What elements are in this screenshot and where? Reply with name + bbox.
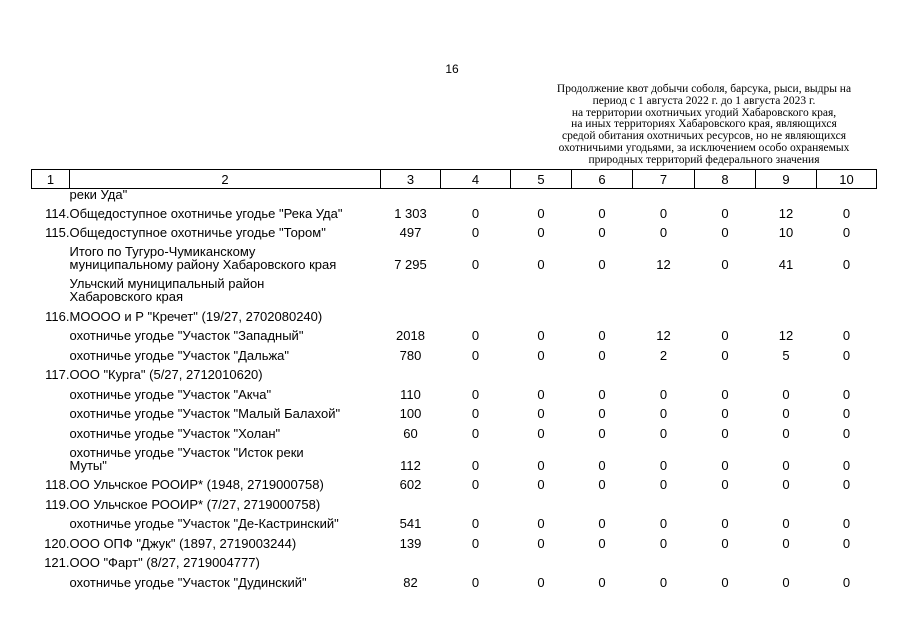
row-number: 118. (45, 477, 70, 492)
row-name: охотничье угодье "Участок "Холан" (69, 425, 281, 441)
row-name: охотничье угодье "Участок "Западный" (69, 328, 304, 343)
row-value: 0 (842, 328, 851, 343)
table-row (32, 323, 877, 343)
row-value: 0 (721, 205, 729, 221)
row-value: 0 (598, 406, 606, 421)
row-value: 0 (598, 347, 606, 363)
row-value: 0 (721, 516, 729, 531)
row-value (633, 303, 695, 323)
continued-text: реки Уда" (69, 187, 128, 202)
row-value (441, 271, 511, 303)
row-value: 0 (782, 477, 790, 492)
row-value (633, 271, 695, 303)
row-value: 0 (721, 328, 729, 343)
row-area: 60 (403, 425, 418, 441)
row-value (817, 303, 877, 323)
row-area: 139 (399, 535, 422, 551)
row-name: МОООО и Р "Кречет" (19/27, 2702080240) (69, 308, 323, 324)
row-value: 0 (782, 457, 790, 473)
table-row (32, 271, 877, 303)
row-value: 0 (659, 535, 668, 551)
row-value: 0 (721, 257, 729, 272)
table-row (32, 303, 877, 323)
row-value: 0 (721, 406, 729, 421)
row-value (572, 362, 633, 382)
column-header: 5 (511, 170, 572, 189)
row-value: 0 (471, 457, 480, 473)
row-value: 0 (471, 225, 480, 240)
row-value: 12 (778, 205, 794, 221)
row-value: 0 (537, 347, 545, 363)
table-row (32, 511, 877, 531)
row-value: 0 (721, 574, 729, 590)
row-value: 10 (778, 225, 794, 240)
row-value (572, 271, 633, 303)
row-value: 0 (598, 574, 606, 590)
row-value: 0 (782, 425, 790, 441)
row-value: 0 (598, 477, 606, 492)
row-value: 0 (842, 386, 851, 402)
row-value (756, 362, 817, 382)
row-value: 0 (537, 516, 545, 531)
row-value (511, 362, 572, 382)
row-value: 0 (537, 535, 545, 551)
table-header-row (32, 170, 877, 189)
table-row (32, 569, 877, 589)
continued-row (32, 189, 877, 201)
row-value: 0 (842, 516, 851, 531)
table-row (32, 342, 877, 362)
row-value (511, 303, 572, 323)
row-value (695, 271, 756, 303)
row-value: 0 (471, 477, 480, 492)
quota-table (31, 169, 877, 589)
row-number: 114. (45, 205, 70, 221)
row-name: охотничье угодье "Участок "Дальжа" (69, 347, 290, 363)
row-value (633, 491, 695, 511)
row-value (817, 362, 877, 382)
row-name: охотничье угодье "Участок "Исток реки Муты" (69, 444, 304, 473)
row-value: 0 (721, 386, 729, 402)
row-value: 0 (537, 574, 545, 590)
row-value: 0 (471, 205, 480, 221)
row-value: 0 (537, 328, 545, 343)
row-area: 780 (399, 347, 422, 363)
row-value: 0 (659, 386, 668, 402)
row-value: 0 (842, 257, 851, 272)
row-value: 0 (659, 477, 668, 492)
row-value: 0 (471, 386, 480, 402)
row-value: 0 (471, 257, 480, 272)
row-value: 0 (537, 457, 545, 473)
column-header: 9 (756, 170, 817, 189)
row-number (32, 420, 70, 440)
row-value (572, 550, 633, 570)
table-row (32, 362, 877, 382)
row-value: 0 (721, 535, 729, 551)
row-name: ООО "Курга" (5/27, 2712010620) (69, 367, 263, 382)
row-value: 0 (537, 386, 545, 402)
row-value: 0 (842, 535, 851, 551)
row-value (695, 362, 756, 382)
row-value: 0 (537, 257, 545, 272)
column-header: 3 (381, 170, 441, 189)
row-value: 0 (842, 406, 851, 421)
row-area: 110 (400, 386, 421, 402)
column-header: 6 (572, 170, 633, 189)
row-value: 0 (537, 406, 545, 421)
row-value: 0 (721, 347, 729, 363)
row-number (32, 401, 70, 421)
row-value (633, 550, 695, 570)
row-value: 0 (598, 225, 606, 240)
row-name: ОО Ульчское РООИР* (1948, 2719000758) (69, 477, 324, 492)
row-name: охотничье угодье "Участок "Малый Балахой" (69, 406, 341, 421)
row-number: 115. (45, 225, 70, 240)
column-header: 2 (70, 170, 381, 189)
row-number (32, 381, 70, 401)
row-value: 0 (471, 574, 480, 590)
table-row (32, 401, 877, 421)
row-number (32, 511, 70, 531)
row-value: 0 (598, 257, 606, 272)
row-value: 0 (721, 225, 729, 240)
row-value: 0 (471, 328, 480, 343)
row-name: Общедоступное охотничье угодье "Река Уда" (69, 205, 343, 221)
row-value: 0 (598, 516, 606, 531)
row-number: 120. (44, 535, 70, 551)
row-value (511, 550, 572, 570)
row-number (32, 323, 70, 343)
row-value: 0 (471, 347, 480, 363)
table-row (32, 491, 877, 511)
row-name: Общедоступное охотничье угодье "Тором" (69, 225, 326, 240)
row-value: 0 (537, 477, 545, 492)
row-area: 1 303 (394, 205, 427, 221)
table-row (32, 200, 877, 220)
row-value: 0 (659, 457, 668, 473)
row-area: 112 (400, 457, 421, 473)
row-area: 541 (399, 516, 422, 531)
row-area: 7 295 (394, 257, 427, 272)
row-value: 0 (721, 477, 729, 492)
row-area: 100 (399, 406, 422, 421)
row-area: 497 (399, 225, 422, 240)
row-value: 0 (659, 205, 668, 221)
table-row (32, 472, 877, 492)
row-area: 602 (399, 477, 422, 492)
row-value: 12 (778, 328, 794, 343)
row-area (381, 271, 441, 303)
row-value: 0 (842, 347, 851, 363)
row-value: 0 (471, 535, 480, 551)
row-value: 0 (659, 425, 668, 441)
row-value: 2 (659, 347, 668, 363)
row-value: 0 (782, 406, 790, 421)
row-value (633, 362, 695, 382)
row-value: 0 (659, 406, 668, 421)
row-number (32, 271, 70, 303)
row-name: Итого по Тугуро-Чумиканскому муниципальному району Хабаровского края (69, 244, 337, 272)
row-number: 116. (45, 308, 70, 324)
row-value (441, 362, 511, 382)
row-value (695, 550, 756, 570)
row-value (756, 491, 817, 511)
table-row (32, 550, 877, 570)
row-value: 0 (721, 457, 729, 473)
row-value: 0 (659, 225, 668, 240)
row-area (381, 550, 441, 570)
table-caption: Продолжение квот добычи соболя, барсука, рыси, выдры на период с 1 августа 2022 г. до 1 августа 2023 г. на территории охотничьих угодий Хабаровского края, на иных территориях Хабаровского края, являющихся средой обитания охотничьих ресурсов, но не являющихся охотничьими угодьями, за исключением особо охраняемых природных территорий федерального значения (556, 83, 852, 166)
row-area: 2018 (396, 328, 425, 343)
row-value: 12 (656, 328, 671, 343)
row-value: 0 (842, 574, 851, 590)
row-value: 0 (782, 535, 790, 551)
row-value: 0 (598, 535, 606, 551)
row-number: 119. (45, 496, 70, 512)
row-number: 117. (45, 367, 70, 382)
row-value: 0 (842, 425, 851, 441)
row-value: 0 (842, 205, 851, 221)
row-name: ООО ОПФ "Джук" (1897, 2719003244) (69, 535, 297, 551)
row-area (381, 362, 441, 382)
row-name: охотничье угодье "Участок "Де-Кастринский" (69, 516, 339, 531)
row-value: 5 (782, 347, 790, 363)
row-value: 0 (842, 457, 851, 473)
row-value: 0 (659, 574, 668, 590)
row-value: 0 (598, 205, 606, 221)
row-number (32, 239, 70, 271)
row-name: ООО "Фарт" (8/27, 2719004777) (69, 555, 260, 570)
row-value (817, 550, 877, 570)
row-value: 0 (537, 225, 545, 240)
column-header: 8 (695, 170, 756, 189)
row-value (511, 491, 572, 511)
row-value (695, 303, 756, 323)
table-row (32, 530, 877, 550)
row-value (695, 491, 756, 511)
row-value: 0 (471, 425, 480, 441)
row-value: 0 (842, 225, 851, 240)
table-row (32, 420, 877, 440)
row-name: ОО Ульчское РООИР* (7/27, 2719000758) (69, 496, 321, 512)
row-number (32, 440, 70, 472)
row-value (441, 303, 511, 323)
row-area: 82 (403, 574, 418, 590)
row-value (817, 491, 877, 511)
row-value: 0 (471, 406, 480, 421)
row-number: 121. (44, 555, 70, 570)
row-value: 41 (778, 257, 794, 272)
row-name: охотничье угодье "Участок "Дудинский" (69, 574, 307, 590)
row-value: 0 (537, 205, 545, 221)
row-value (511, 271, 572, 303)
row-value (572, 491, 633, 511)
row-value: 0 (598, 457, 606, 473)
row-value (756, 550, 817, 570)
row-value (756, 303, 817, 323)
column-header: 7 (633, 170, 695, 189)
table-row (32, 381, 877, 401)
row-value (756, 271, 817, 303)
row-value: 0 (537, 425, 545, 441)
row-value: 0 (782, 516, 790, 531)
row-value: 0 (598, 386, 606, 402)
row-number (32, 342, 70, 362)
row-value: 0 (598, 425, 606, 441)
row-value: 0 (471, 516, 480, 531)
row-value: 0 (782, 574, 790, 590)
row-value (572, 303, 633, 323)
row-name: охотничье угодье "Участок "Акча" (69, 386, 272, 402)
row-value: 12 (656, 257, 671, 272)
row-value: 0 (782, 386, 790, 402)
row-value: 0 (721, 425, 729, 441)
row-area (381, 303, 441, 323)
row-value: 0 (842, 477, 851, 492)
row-number (32, 569, 70, 589)
table-row (32, 440, 877, 472)
column-header: 4 (441, 170, 511, 189)
row-value: 0 (659, 516, 668, 531)
row-value (441, 491, 511, 511)
column-header: 1 (32, 170, 70, 189)
column-header: 10 (817, 170, 877, 189)
table-row (32, 220, 877, 240)
row-area (381, 491, 441, 511)
page-number: 16 (445, 62, 459, 76)
row-value (817, 271, 877, 303)
table-row (32, 239, 877, 271)
row-value (441, 550, 511, 570)
row-value: 0 (598, 328, 606, 343)
row-name: Ульчский муниципальный район Хабаровского края (69, 276, 265, 304)
